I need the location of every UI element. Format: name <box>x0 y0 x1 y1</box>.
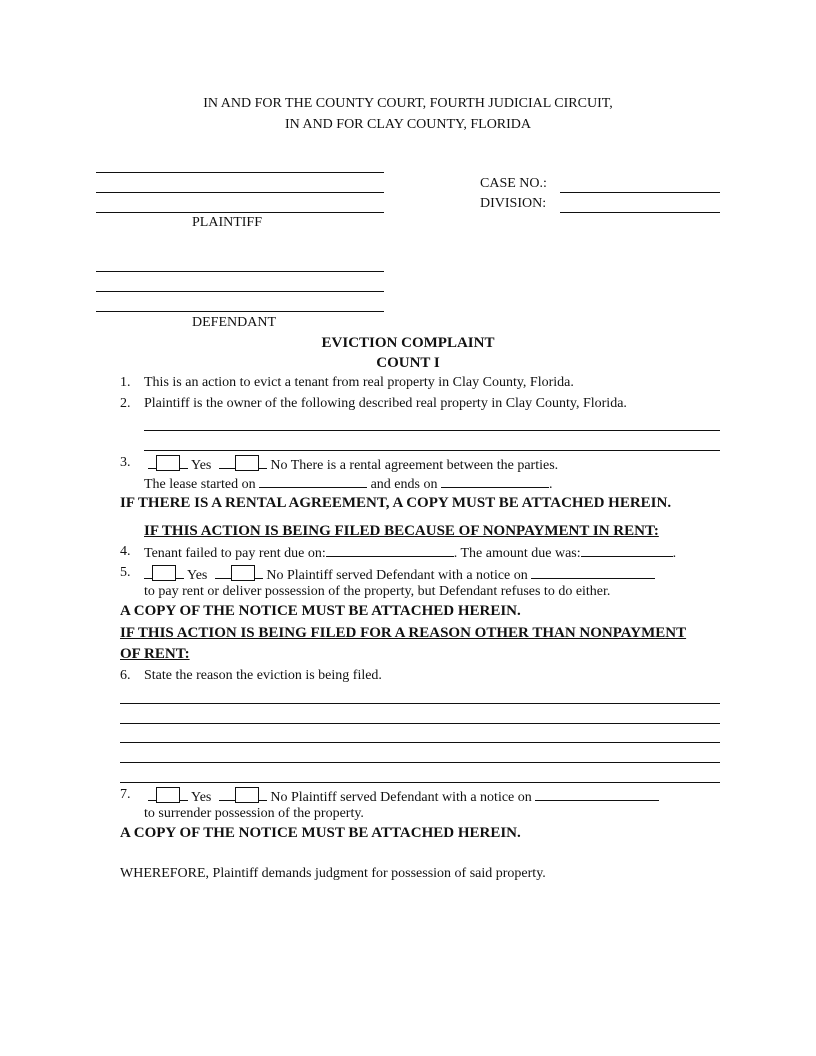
property-description-line-2[interactable] <box>144 450 720 451</box>
item-7-yes-checkbox[interactable] <box>156 787 180 803</box>
amount-due-field[interactable] <box>581 544 673 557</box>
defendant-line-2[interactable] <box>96 291 384 292</box>
rent-due-date-field[interactable] <box>326 544 454 557</box>
plaintiff-line-2[interactable] <box>96 192 384 193</box>
other-reason-heading-line-2: OF RENT: <box>120 646 190 662</box>
item-3-yes-checkbox[interactable] <box>156 455 180 471</box>
item-6-text: State the reason the eviction is being filed. <box>144 668 382 683</box>
item-7-yes-label: Yes <box>190 790 212 805</box>
item-5-no-label: No <box>266 568 284 583</box>
division-field[interactable] <box>560 212 720 213</box>
case-no-field[interactable] <box>560 192 720 193</box>
notice-copy-warning: A COPY OF THE NOTICE MUST BE ATTACHED HEREIN. <box>120 603 521 619</box>
nonpayment-heading: IF THIS ACTION IS BEING FILED BECAUSE OF NONPAYMENT IN RENT: <box>144 523 659 539</box>
defendant-line-1[interactable] <box>96 271 384 272</box>
wherefore-clause: WHEREFORE, Plaintiff demands judgment for possession of said property. <box>120 866 546 881</box>
court-header-line-2: IN AND FOR CLAY COUNTY, FLORIDA <box>284 117 532 132</box>
item-2-number: 2. <box>120 396 131 411</box>
notice-copy-warning-2: A COPY OF THE NOTICE MUST BE ATTACHED HEREIN. <box>120 825 521 841</box>
lease-period: . <box>548 477 553 492</box>
case-no-label: CASE NO.: <box>480 176 547 191</box>
item-3-no-label: No <box>270 458 288 473</box>
item-3-no-checkbox[interactable] <box>235 455 259 471</box>
item-5-yes-label: Yes <box>186 568 208 583</box>
item-5-text: Plaintiff served Defendant with a notice on <box>286 568 528 583</box>
lease-start-field[interactable] <box>259 475 367 488</box>
item-7-text: Plaintiff served Defendant with a notice on <box>290 790 532 805</box>
item-7-notice-date-field[interactable] <box>535 788 659 801</box>
item-6-number: 6. <box>120 668 131 683</box>
reason-line-3[interactable] <box>120 742 720 743</box>
item-2-text: Plaintiff is the owner of the following described real property in Clay County, Florida. <box>144 396 627 411</box>
item-3-row <box>148 455 558 474</box>
item-1-text: This is an action to evict a tenant from real property in Clay County, Florida. <box>144 375 574 390</box>
item-7-number: 7. <box>120 787 131 802</box>
lease-ends-label: and ends on <box>370 477 438 492</box>
item-3-number: 3. <box>120 455 131 470</box>
court-header-line-1: IN AND FOR THE COUNTY COURT, FOURTH JUDICIAL CIRCUIT, <box>203 96 613 111</box>
amount-due-label: . The amount due was: <box>453 546 581 561</box>
plaintiff-line-3[interactable] <box>96 212 384 213</box>
rental-agreement-notice: IF THERE IS A RENTAL AGREEMENT, A COPY MUST BE ATTACHED HEREIN. <box>120 495 672 511</box>
item-1-number: 1. <box>120 375 131 390</box>
reason-line-4[interactable] <box>120 762 720 763</box>
item-5-yes-checkbox[interactable] <box>152 565 176 581</box>
item-5-row <box>144 565 655 584</box>
defendant-label: DEFENDANT <box>192 315 276 330</box>
item-4-period: . <box>672 546 677 561</box>
item-4-row <box>144 544 676 562</box>
item-5-number: 5. <box>120 565 131 580</box>
item-7-no-checkbox[interactable] <box>235 787 259 803</box>
rent-due-label: Tenant failed to pay rent due on: <box>144 546 326 561</box>
lease-end-field[interactable] <box>441 475 549 488</box>
plaintiff-line-1[interactable] <box>96 172 384 173</box>
plaintiff-label: PLAINTIFF <box>192 215 263 230</box>
item-5-notice-date-field[interactable] <box>531 566 655 579</box>
item-3-yes-label: Yes <box>190 458 212 473</box>
division-label: DIVISION: <box>480 196 547 211</box>
complaint-title: EVICTION COMPLAINT <box>321 335 495 351</box>
item-3-text: There is a rental agreement between the parties. <box>290 458 559 473</box>
item-5-no-checkbox[interactable] <box>231 565 255 581</box>
item-7-no-label: No <box>270 790 288 805</box>
other-reason-heading-line-1: IF THIS ACTION IS BEING FILED FOR A REASON OTHER THAN NONPAYMENT <box>120 625 687 641</box>
reason-line-5[interactable] <box>120 782 720 783</box>
lease-dates-row <box>144 475 552 493</box>
item-4-number: 4. <box>120 544 131 559</box>
item-7-continuation: to surrender possession of the property. <box>144 806 364 821</box>
item-5-continuation: to pay rent or deliver possession of the property, but Defendant refuses to do either. <box>144 584 611 599</box>
count-title: COUNT I <box>376 355 440 371</box>
item-7-row <box>148 787 659 806</box>
reason-line-1[interactable] <box>120 703 720 704</box>
lease-started-label: The lease started on <box>144 477 256 492</box>
reason-line-2[interactable] <box>120 723 720 724</box>
property-description-line-1[interactable] <box>144 430 720 431</box>
defendant-line-3[interactable] <box>96 311 384 312</box>
